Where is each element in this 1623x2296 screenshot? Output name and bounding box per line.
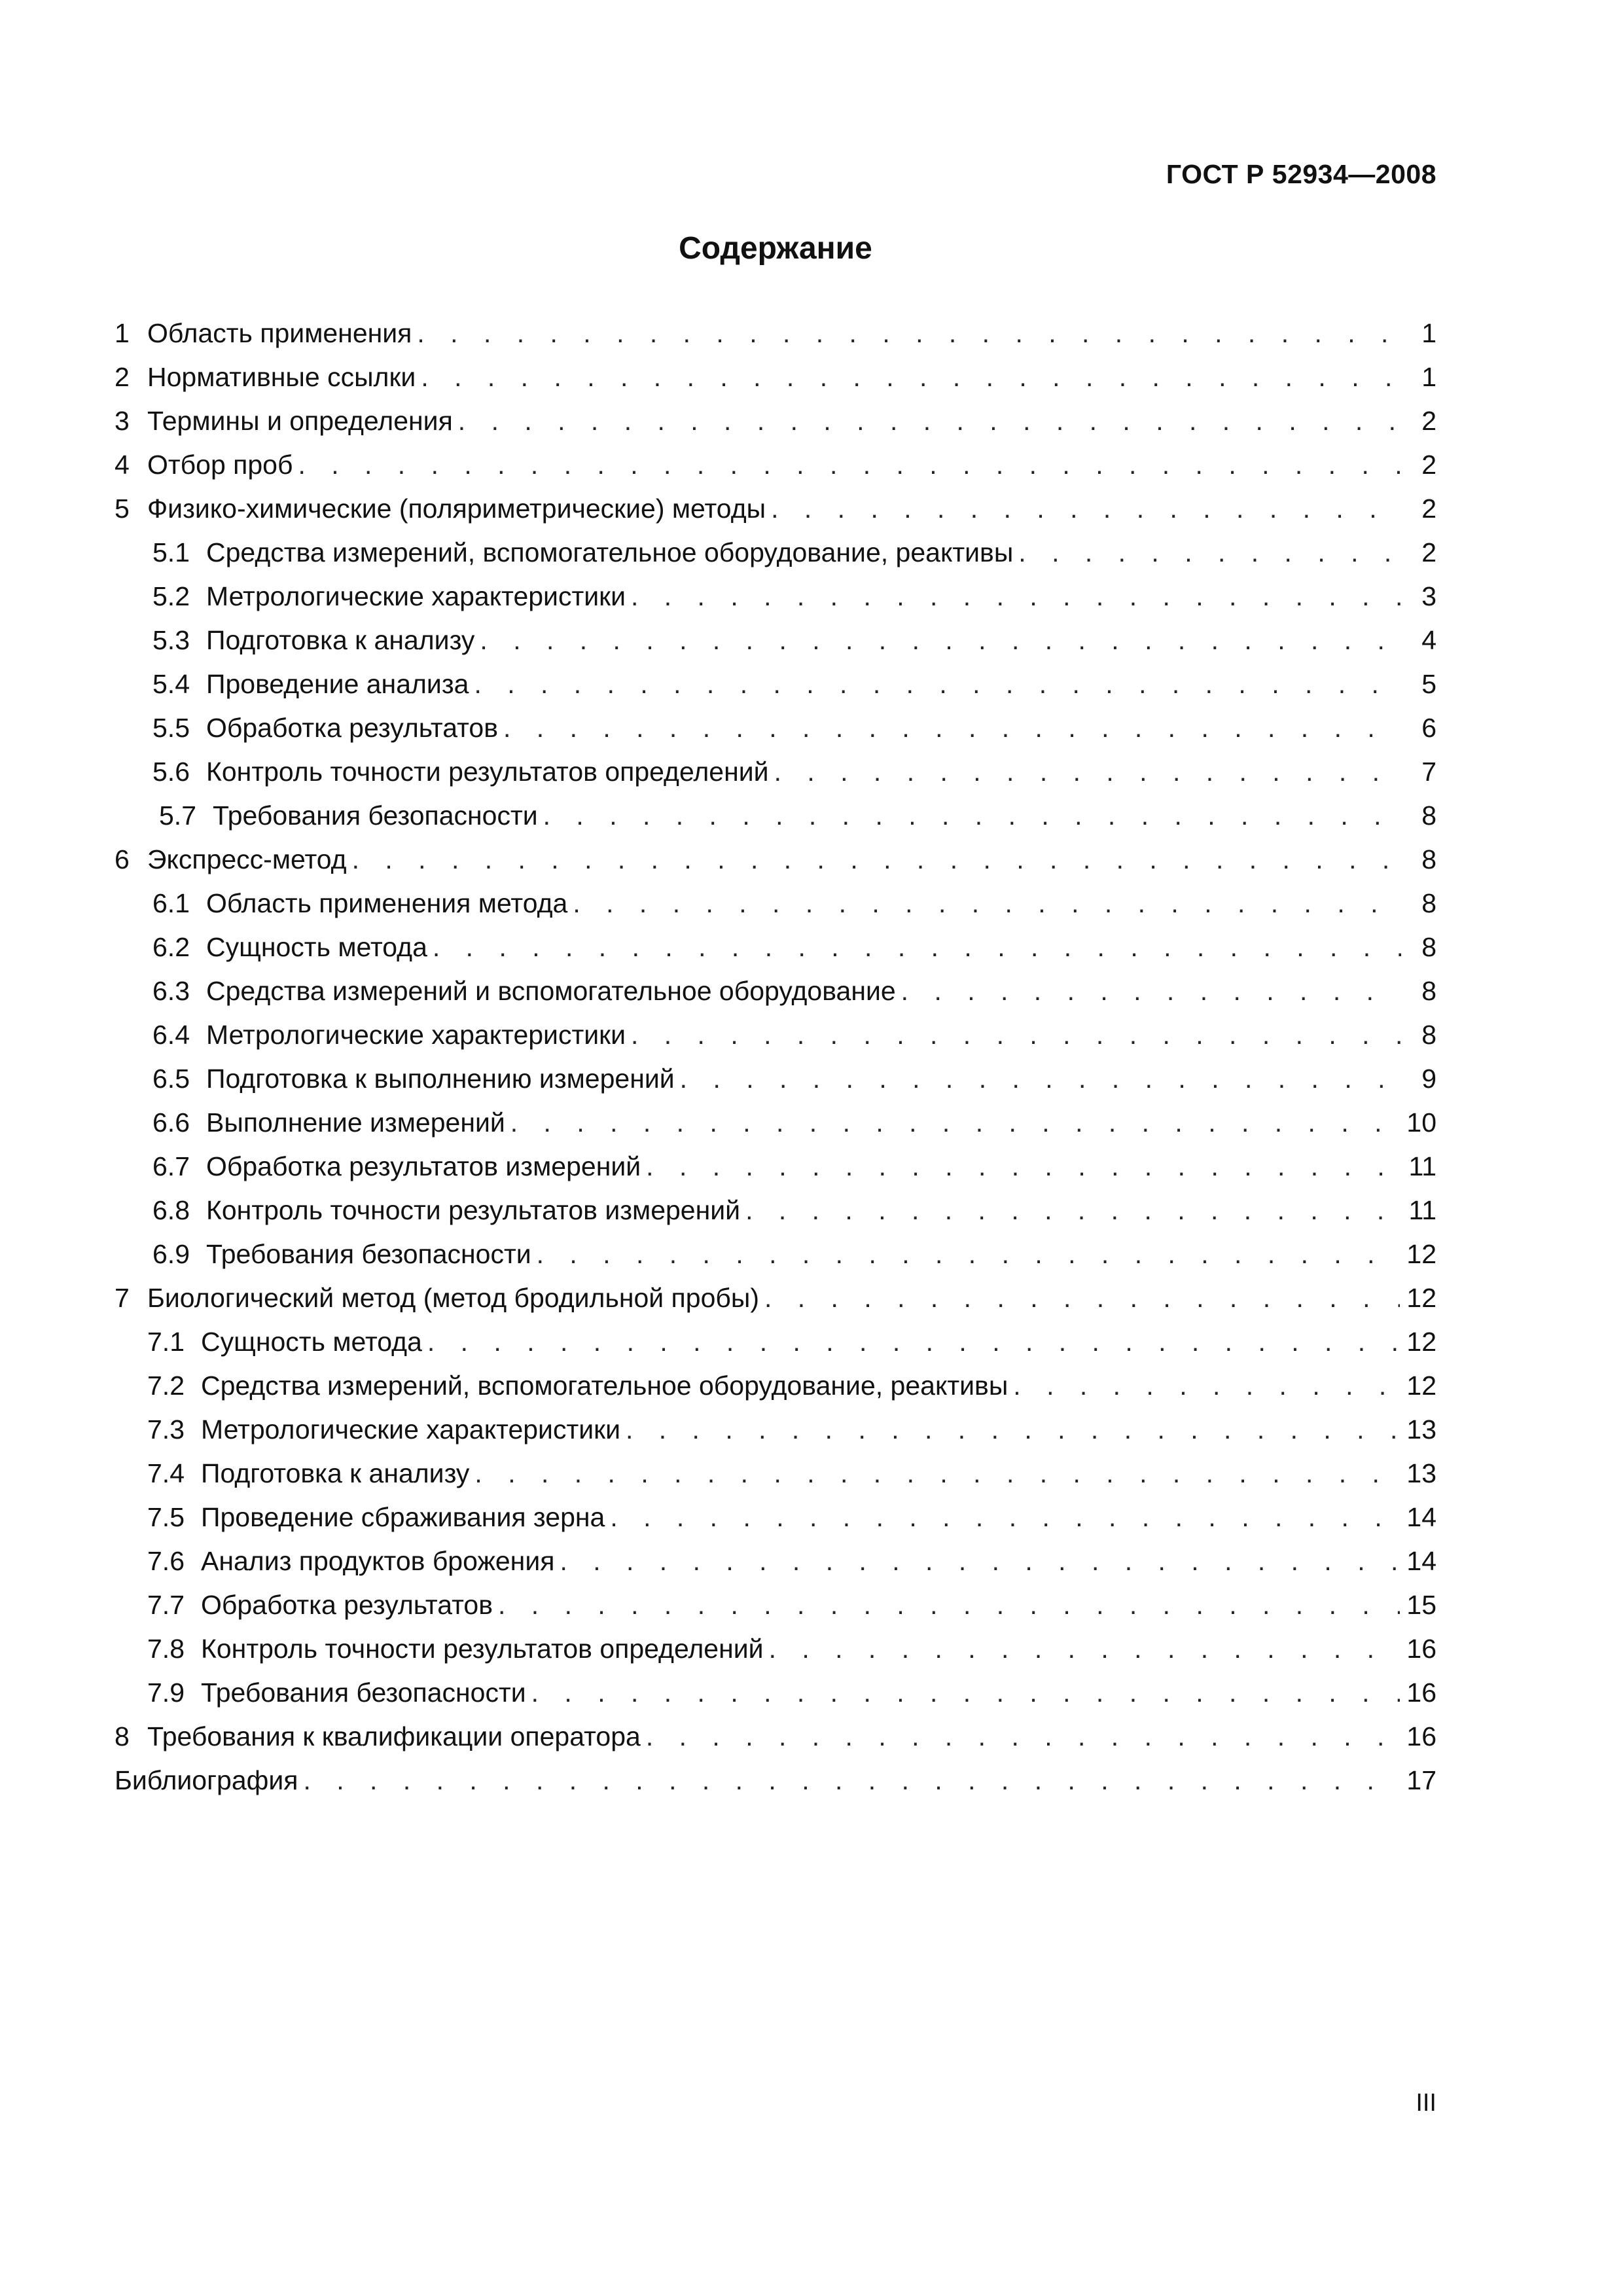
toc-entry[interactable]: [115, 355, 1436, 399]
toc-entry-title: Требования безопасности: [201, 1677, 526, 1708]
toc-entry-number: 5: [115, 493, 130, 524]
toc-entry-number: 5.5: [152, 713, 190, 743]
toc-entry-title: Нормативные ссылки: [147, 362, 416, 392]
toc-entry-number: 5.1: [152, 537, 190, 567]
toc-entry-title: Подготовка к анализу: [206, 625, 475, 655]
toc-entry-page: 3: [1421, 581, 1436, 611]
toc-entry-number: 6.2: [152, 932, 190, 962]
toc-subentry[interactable]: [115, 1364, 1436, 1408]
toc-subentry[interactable]: [115, 1145, 1436, 1189]
toc-entry-number: 7.8: [147, 1634, 185, 1664]
toc-entry[interactable]: [115, 312, 1436, 355]
toc-entry-page: 7: [1421, 757, 1436, 787]
toc-subentry[interactable]: [115, 1101, 1436, 1145]
toc-entry-number: 5.7: [159, 800, 196, 831]
toc-subentry[interactable]: [115, 1452, 1436, 1496]
toc-entry-page: 4: [1421, 625, 1436, 655]
toc-entry-title: Область применения метода: [206, 888, 568, 918]
toc-entry-number: 7.4: [147, 1458, 185, 1488]
toc-entry-number: 5.2: [152, 581, 190, 611]
toc-leader-dots: [573, 882, 1401, 925]
toc-entry-number: 8: [115, 1721, 130, 1751]
toc-leader-dots: [433, 925, 1401, 969]
toc-leader-dots: [774, 750, 1401, 794]
toc-entry-title: Требования безопасности: [206, 1239, 531, 1269]
toc-entry-title: Проведение сбраживания зерна: [201, 1502, 605, 1532]
toc-entry-number: 7.2: [147, 1371, 185, 1401]
toc-subentry[interactable]: [115, 750, 1436, 794]
toc-leader-dots: [680, 1057, 1401, 1101]
toc-entry-title: Сущность метода: [206, 932, 427, 962]
toc-entry-title: Контроль точности результатов определений: [201, 1634, 764, 1664]
toc-entry-title: Метрологические характеристики: [201, 1414, 620, 1444]
toc-entry-number: 6.4: [152, 1020, 190, 1050]
toc-entry-page: 10: [1406, 1107, 1436, 1138]
toc-entry-number: 2: [115, 362, 130, 392]
toc-entry-page: 11: [1408, 1195, 1436, 1225]
toc-entry[interactable]: [115, 1715, 1436, 1759]
toc-entry-number: 6.1: [152, 888, 190, 918]
toc-leader-dots: [458, 399, 1401, 443]
toc-subentry[interactable]: [115, 706, 1436, 750]
toc-leader-dots: [626, 1408, 1400, 1452]
toc-entry-page: 2: [1421, 537, 1436, 567]
toc-subentry[interactable]: [115, 662, 1436, 706]
toc-entry-page: 8: [1421, 800, 1436, 831]
toc-entry-number: 7: [115, 1283, 130, 1313]
toc-entry-number: 7.5: [147, 1502, 185, 1532]
toc-leader-dots: [543, 794, 1401, 838]
toc-entry-page: 16: [1406, 1677, 1436, 1708]
toc-entry-page: 14: [1406, 1546, 1436, 1576]
toc-entry[interactable]: [115, 838, 1436, 882]
toc-entry-number: 6.5: [152, 1064, 190, 1094]
toc-entry-title: Средства измерений, вспомогательное оборудование, реактивы: [206, 537, 1014, 567]
toc-leader-dots: [417, 312, 1401, 355]
toc-entry-title: Сущность метода: [201, 1327, 422, 1357]
toc-leader-dots: [764, 1276, 1400, 1320]
toc-leader-dots: [646, 1715, 1400, 1759]
toc-entry-page: 9: [1421, 1064, 1436, 1094]
toc-leader-dots: [1013, 1364, 1400, 1408]
toc-entry[interactable]: [115, 487, 1436, 531]
toc-entry-number: 7.1: [147, 1327, 185, 1357]
toc-leader-dots: [480, 619, 1401, 662]
toc-entry-page: 16: [1406, 1634, 1436, 1664]
table-of-contents: [115, 312, 1436, 1803]
toc-entry-page: 2: [1421, 406, 1436, 436]
toc-entry-title: Выполнение измерений: [206, 1107, 505, 1138]
toc-leader-dots: [537, 1232, 1400, 1276]
toc-leader-dots: [901, 969, 1401, 1013]
toc-entry-number: 6.3: [152, 976, 190, 1006]
toc-entry-title: Требования к квалификации оператора: [147, 1721, 641, 1751]
toc-entry-number: 6.8: [152, 1195, 190, 1225]
toc-leader-dots: [631, 575, 1401, 619]
toc-entry-number: 7.7: [147, 1590, 185, 1620]
toc-leader-dots: [510, 1101, 1400, 1145]
toc-entry-page: 12: [1406, 1239, 1436, 1269]
toc-entry-number: 1: [115, 318, 130, 348]
toc-entry-page: 1: [1421, 362, 1436, 392]
toc-entry-title: Анализ продуктов брожения: [201, 1546, 555, 1576]
toc-entry-title: Метрологические характеристики: [206, 581, 626, 611]
toc-entry-title: Средства измерений и вспомогательное оборудование: [206, 976, 896, 1006]
toc-leader-dots: [352, 838, 1401, 882]
toc-entry-title: Область применения: [147, 318, 412, 348]
toc-entry-title: Обработка результатов: [201, 1590, 493, 1620]
toc-subentry[interactable]: [115, 1013, 1436, 1057]
toc-leader-dots: [610, 1496, 1400, 1539]
toc-entry-title: Метрологические характеристики: [206, 1020, 626, 1050]
toc-entry-page: 8: [1421, 1020, 1436, 1050]
toc-leader-dots: [531, 1671, 1400, 1715]
toc-subentry[interactable]: [115, 882, 1436, 925]
toc-subentry[interactable]: [115, 1408, 1436, 1452]
toc-entry-title: Обработка результатов измерений: [206, 1151, 641, 1181]
toc-entry-page: 8: [1421, 844, 1436, 874]
toc-subentry[interactable]: [115, 1583, 1436, 1627]
toc-leader-dots: [631, 1013, 1401, 1057]
toc-entry-title: Проведение анализа: [206, 669, 469, 699]
toc-entry-page: 17: [1406, 1765, 1436, 1795]
toc-subentry[interactable]: [115, 1232, 1436, 1276]
toc-subentry[interactable]: [115, 531, 1436, 575]
toc-entry-title: Средства измерений, вспомогательное оборудование, реактивы: [201, 1371, 1008, 1401]
toc-subentry[interactable]: [115, 1496, 1436, 1539]
page-number: III: [1416, 2089, 1436, 2117]
toc-entry-number: 6.6: [152, 1107, 190, 1138]
toc-entry-title: Термины и определения: [147, 406, 453, 436]
toc-entry-number: 6.7: [152, 1151, 190, 1181]
toc-entry-number: 5.3: [152, 625, 190, 655]
toc-subentry[interactable]: [115, 794, 1436, 838]
toc-entry-page: 13: [1406, 1414, 1436, 1444]
toc-entry-number: 7.9: [147, 1677, 185, 1708]
toc-leader-dots: [303, 1759, 1400, 1803]
toc-leader-dots: [745, 1189, 1401, 1232]
toc-leader-dots: [474, 1452, 1400, 1496]
toc-subentry[interactable]: [115, 1320, 1436, 1364]
toc-entry-title: Подготовка к выполнению измерений: [206, 1064, 675, 1094]
toc-entry-number: 6: [115, 844, 130, 874]
toc-entry-title: Экспресс-метод: [147, 844, 347, 874]
toc-entry-page: 1: [1421, 318, 1436, 348]
toc-subentry[interactable]: [115, 925, 1436, 969]
toc-entry-number: 6.9: [152, 1239, 190, 1269]
toc-leader-dots: [771, 487, 1401, 531]
toc-subentry[interactable]: [115, 619, 1436, 662]
toc-entry-number: 7.6: [147, 1546, 185, 1576]
toc-entry-title: Библиография: [115, 1765, 298, 1795]
document-code: ГОСТ Р 52934—2008: [1166, 159, 1436, 189]
toc-entry-number: 5.4: [152, 669, 190, 699]
toc-entry-number: 3: [115, 406, 130, 436]
toc-entry-title: Требования безопасности: [213, 800, 538, 831]
toc-subentry[interactable]: [115, 969, 1436, 1013]
toc-subentry[interactable]: [115, 1671, 1436, 1715]
toc-subentry[interactable]: [115, 1627, 1436, 1671]
toc-leader-dots: [646, 1145, 1401, 1189]
toc-entry-title: Физико-химические (поляриметрические) методы: [147, 493, 766, 524]
page-title: Содержание: [679, 231, 872, 266]
toc-entry-title: Биологический метод (метод бродильной пробы): [147, 1283, 759, 1313]
toc-entry[interactable]: [115, 399, 1436, 443]
toc-entry-title: Обработка результатов: [206, 713, 499, 743]
toc-entry-page: 11: [1408, 1151, 1436, 1181]
toc-entry-page: 12: [1406, 1371, 1436, 1401]
toc-entry-page: 2: [1421, 493, 1436, 524]
toc-subentry[interactable]: [115, 1057, 1436, 1101]
toc-leader-dots: [560, 1539, 1400, 1583]
toc-entry-page: 13: [1406, 1458, 1436, 1488]
toc-leader-dots: [769, 1627, 1400, 1671]
toc-entry-page: 16: [1406, 1721, 1436, 1751]
toc-subentry[interactable]: [115, 1189, 1436, 1232]
toc-entry-number: 7.3: [147, 1414, 185, 1444]
toc-leader-dots: [427, 1320, 1400, 1364]
toc-entry-page: 6: [1421, 713, 1436, 743]
toc-leader-dots: [503, 706, 1401, 750]
toc-entry-page: 12: [1406, 1283, 1436, 1313]
toc-leader-dots: [498, 1583, 1400, 1627]
toc-entry-page: 15: [1406, 1590, 1436, 1620]
toc-entry-page: 8: [1421, 888, 1436, 918]
toc-entry-number: 4: [115, 450, 130, 480]
toc-leader-dots: [298, 443, 1401, 487]
toc-entry-page: 8: [1421, 976, 1436, 1006]
toc-entry[interactable]: [115, 443, 1436, 487]
toc-entry-page: 8: [1421, 932, 1436, 962]
toc-entry-page: 2: [1421, 450, 1436, 480]
toc-entry-page: 5: [1421, 669, 1436, 699]
toc-subentry[interactable]: [115, 1539, 1436, 1583]
toc-entry[interactable]: [115, 1276, 1436, 1320]
toc-entry-title: Контроль точности результатов измерений: [206, 1195, 741, 1225]
toc-entry-page: 12: [1406, 1327, 1436, 1357]
toc-entry-title: Отбор проб: [147, 450, 293, 480]
toc-entry-bibliography[interactable]: [115, 1759, 1436, 1803]
toc-leader-dots: [1018, 531, 1401, 575]
toc-entry-title: Подготовка к анализу: [201, 1458, 470, 1488]
toc-entry-page: 14: [1406, 1502, 1436, 1532]
toc-entry-number: 5.6: [152, 757, 190, 787]
toc-leader-dots: [474, 662, 1401, 706]
toc-leader-dots: [421, 355, 1401, 399]
toc-entry-title: Контроль точности результатов определений: [206, 757, 769, 787]
toc-subentry[interactable]: [115, 575, 1436, 619]
